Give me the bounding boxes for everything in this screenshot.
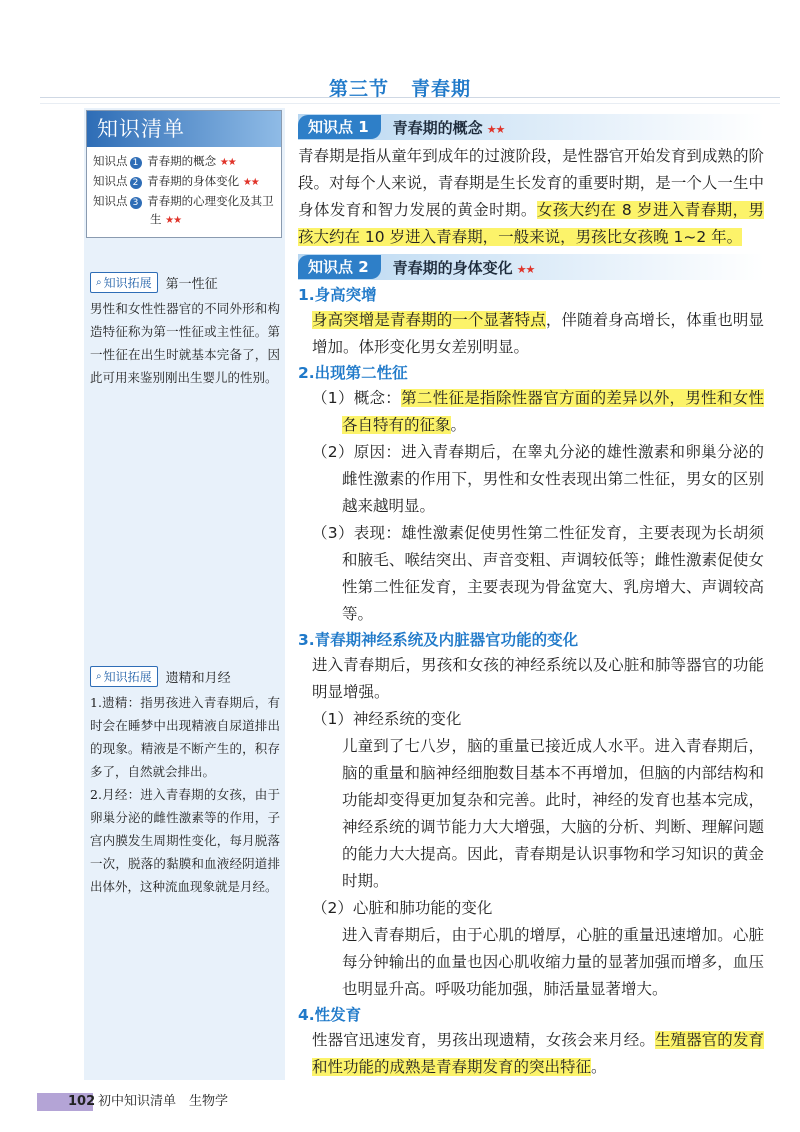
extension-body-2: 2.月经：进入青春期的女孩，由于卵巢分泌的雌性激素等的作用，子宫内膜发生周期性变化，每月脱落一次，脱落的黏膜和血液经阴道排出体外，这种流血现象就是月经。 bbox=[90, 787, 280, 894]
magnifier-icon: ⌕ bbox=[96, 671, 102, 682]
header-rule-secondary bbox=[40, 103, 780, 104]
knowledge-point-tag: 知识点 2 bbox=[298, 255, 381, 279]
section-name: 青春期 bbox=[411, 78, 472, 100]
highlighted-text: 第二性征是指除性器官方面的差异以外，男性和女性各自特有的征象 bbox=[342, 389, 764, 434]
extension-title: 第一性征 bbox=[165, 277, 218, 292]
section-number: 第三节 bbox=[328, 78, 389, 100]
knowledge-list-title: 知识清单 bbox=[87, 111, 281, 147]
knowledge-list-item[interactable] bbox=[93, 172, 281, 192]
highlighted-text: 女孩大约在 8 岁进入青春期，男孩大约在 10 岁进入青春期，一般来说，男孩比女孩晚 1~2 年。 bbox=[298, 201, 764, 246]
knowledge-extension-1 bbox=[90, 272, 280, 389]
item-label: 青春期的身体变化 bbox=[147, 174, 240, 188]
subsection-heading: 2.出现第二性征 bbox=[298, 364, 408, 382]
subsection-heading: 1.身高突增 bbox=[298, 286, 377, 304]
star-rating-icon: ★★ bbox=[516, 262, 535, 276]
star-rating-icon: ★★ bbox=[242, 177, 259, 188]
item-label: 青春期的概念 bbox=[147, 154, 217, 168]
highlighted-text: 身高突增是青春期的一个显著特点 bbox=[312, 311, 546, 329]
knowledge-extension-2 bbox=[90, 666, 280, 898]
subsection-heading: 3.青春期神经系统及内脏器官功能的变化 bbox=[298, 631, 579, 649]
knowledge-point-tag: 知识点 1 bbox=[298, 115, 381, 139]
book-title: 初中知识清单 生物学 bbox=[98, 1094, 229, 1109]
list-item: （2）原因：进入青春期后，在睾丸分泌的雄性激素和卵巢分泌的雌性激素的作用下，男性和女性表现出第二性征，男女的区别越来越明显。 bbox=[312, 443, 764, 515]
paragraph: 身高突增是青春期的一个显著特点，伴随着身高增长，体重也明显增加。体形变化男女差别明显。 bbox=[312, 311, 764, 356]
paragraph: 儿童到了七八岁，脑的重量已接近成人水平。进入青春期后，脑的重量和脑神经细胞数目基本不再增加，但脑的内部结构和功能却变得更加复杂和完善。此时，神经的发育也基本完成，神经系统的调节能力大大增强，大脑的分析、判断、理解问题的能力大大提高。因此，青春期是认识事物和学习知识的黄金时期。 bbox=[342, 737, 764, 890]
knowledge-point-title: 青春期的概念 ★★ bbox=[392, 118, 505, 137]
knowledge-point-header bbox=[298, 254, 764, 280]
extension-tag bbox=[90, 666, 158, 687]
sub-item-label: （1）神经系统的变化 bbox=[312, 710, 462, 728]
paragraph: 性器官迅速发育，男孩出现遗精，女孩会来月经。生殖器官的发育和性功能的成熟是青春期发育的突出特征。 bbox=[312, 1031, 764, 1076]
knowledge-point-1 bbox=[298, 114, 764, 251]
item-prefix: 知识点 bbox=[93, 194, 128, 208]
extension-tag bbox=[90, 272, 158, 293]
knowledge-list bbox=[87, 147, 281, 230]
knowledge-point-2 bbox=[298, 254, 764, 1081]
extension-title: 遗精和月经 bbox=[165, 671, 231, 686]
knowledge-point-title: 青春期的身体变化 ★★ bbox=[392, 258, 535, 277]
extension-body: 男性和女性性器官的不同外形和构造特征称为第一性征或主性征。第一性征在出生时就基本完备了，因此可用来鉴别刚出生婴儿的性别。 bbox=[90, 301, 280, 385]
subsection-heading: 4.性发育 bbox=[298, 1006, 362, 1024]
sidebar-background bbox=[84, 108, 285, 1080]
knowledge-list-item[interactable] bbox=[93, 192, 281, 230]
number-badge-icon: 3 bbox=[130, 197, 142, 209]
highlighted-text: 生殖器官的发育和性功能的成熟是青春期发育的突出特征 bbox=[312, 1031, 764, 1076]
knowledge-list-item[interactable] bbox=[93, 152, 281, 172]
item-label: 青春期的心理变化及其卫生 bbox=[147, 194, 274, 226]
star-rating-icon: ★★ bbox=[165, 215, 182, 226]
star-rating-icon: ★★ bbox=[219, 157, 236, 168]
number-badge-icon: 1 bbox=[130, 157, 142, 169]
extension-tag-label: 知识拓展 bbox=[103, 276, 152, 290]
paragraph: 青春期是指从童年到成年的过渡阶段，是性器官开始发育到成熟的阶段。对每个人来说，青春期是生长发育的重要时期，是一个人一生中身体发育和智力发展的黄金时期。女孩大约在 8 岁进入青春期，男孩大约在 10 岁进入青春期，一般来说，男孩比女孩晚 1~2 年。 bbox=[298, 147, 764, 246]
knowledge-list-box bbox=[86, 110, 282, 238]
sub-item-label: （2）心脏和肺功能的变化 bbox=[312, 899, 493, 917]
knowledge-point-header bbox=[298, 114, 764, 140]
paragraph: 进入青春期后，男孩和女孩的神经系统以及心脏和肺等器官的功能明显增强。 bbox=[312, 656, 764, 701]
list-item: （1）概念：第二性征是指除性器官方面的差异以外，男性和女性各自特有的征象。 bbox=[312, 389, 764, 434]
list-item: （3）表现：雄性激素促使男性第二性征发育，主要表现为长胡须和腋毛、喉结突出、声音变粗、声调较低等；雌性激素促使女性第二性征发育，主要表现为骨盆宽大、乳房增大、声调较高等。 bbox=[312, 524, 764, 623]
magnifier-icon: ⌕ bbox=[96, 277, 102, 288]
extension-tag-label: 知识拓展 bbox=[103, 670, 152, 684]
page-number: 102 bbox=[68, 1094, 96, 1109]
section-title bbox=[0, 74, 800, 101]
star-rating-icon: ★★ bbox=[486, 122, 505, 136]
extension-body-1: 1.遗精：指男孩进入青春期后，有时会在睡梦中出现精液自尿道排出的现象。精液是不断产生的，积存多了，自然就会排出。 bbox=[90, 695, 280, 779]
number-badge-icon: 2 bbox=[130, 177, 142, 189]
item-prefix: 知识点 bbox=[93, 154, 128, 168]
item-prefix: 知识点 bbox=[93, 174, 128, 188]
paragraph: 进入青春期后，由于心肌的增厚，心脏的重量迅速增加。心脏每分钟输出的血量也因心肌收缩力量的显著加强而增多，血压也明显升高。呼吸功能加强，肺活量显著增大。 bbox=[342, 926, 764, 998]
